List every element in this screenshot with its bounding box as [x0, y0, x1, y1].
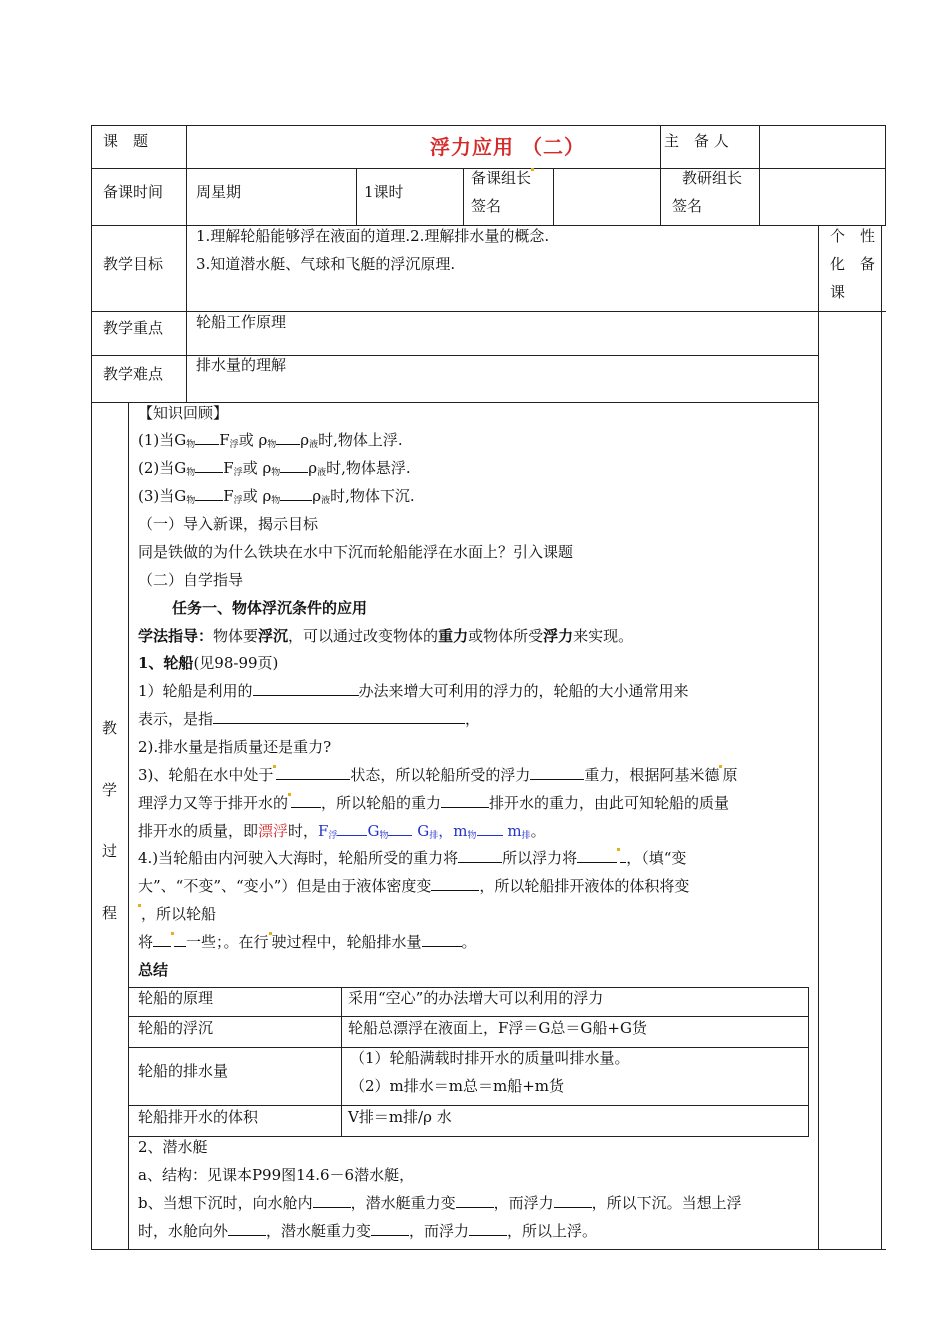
label-ke-ti: 课 题	[103, 132, 149, 150]
zhong-dian: 轮船工作原理	[196, 313, 287, 331]
nan-dian: 排水量的理解	[196, 356, 287, 374]
q3-line-2: 理浮力又等于排开水的 ，所以轮船的重力 排开水的重力，由此可知轮船的质量	[138, 794, 730, 812]
intro-text: 同是铁做的为什么铁块在水中下沉而轮船能浮在水面上？引入课题	[138, 543, 574, 561]
ship-head: 1、轮船(见98-99页)	[138, 654, 279, 672]
label-jiao-yan-zu-zhang: 教研组长	[682, 169, 743, 187]
zhou-xing-qi: 周星期	[196, 183, 242, 201]
q2: 2).排水量是指质量还是重力?	[138, 738, 332, 756]
table-border-right	[885, 125, 886, 225]
q4-line-2: 大”、“不变”、“变小”）但是由于液体密度变 ，所以轮船排开液体的体积将变	[138, 877, 690, 895]
method-line: 学法指导：物体要浮沉，可以通过改变物体的重力或物体所受浮力来实现。	[138, 627, 634, 645]
summary-value: V排＝m排/ρ 水	[348, 1108, 452, 1126]
process-label-1: 教	[102, 719, 118, 737]
gexing-3: 课	[830, 283, 846, 301]
vline	[660, 125, 661, 225]
label-bei-ke-shi-jian: 备课时间	[103, 183, 164, 201]
label-zhu-bei-ren: 主 备 人	[664, 132, 729, 150]
q4-line-1: 4.)当轮船由内河驶入大海时，轮船所受的重力将 所以浮力将 ，（填“变	[138, 849, 687, 867]
summary-value: 轮船总漂浮在液面上，F浮＝G总＝G船+G货	[348, 1019, 647, 1037]
summary-value: 采用“空心”的办法增大可以利用的浮力	[348, 989, 604, 1007]
vline	[356, 168, 357, 225]
sub-head: 2、潜水艇	[138, 1138, 208, 1156]
q3-line-3: 排开水的质量，即漂浮时，$F_浮$ $G_物$ $G_排$，$m_物$ $m_排$。	[138, 822, 546, 841]
label-qian-ming-2: 签名	[672, 197, 703, 215]
summary-hline	[128, 1016, 808, 1017]
summary-value: （2）m排水＝m总＝m船+m货	[350, 1077, 565, 1095]
gexing-2: 化 备	[830, 255, 876, 273]
q3-line-1: 3)、轮船在水中处于 状态，所以轮船所受的浮力 重力，根据阿基米德 原	[138, 766, 738, 784]
self-head: （二）自学指导	[138, 571, 244, 589]
summary-key: 轮船的原理	[138, 989, 214, 1007]
sub-c: 时，水舱向外 ，潜水艇重力变 ，而浮力 ，所以上浮。	[138, 1222, 598, 1240]
label-jiao-xue-nan-dian: 教学难点	[103, 365, 164, 383]
task-1: 任务一、物体浮沉条件的应用	[172, 599, 368, 617]
summary-key: 轮船的浮沉	[138, 1019, 214, 1037]
table-border-top	[91, 125, 886, 126]
vline	[818, 225, 819, 1250]
review-line-2: (2)当$G_物$ $F_浮$或 $\rho_物$ $\rho_液$时,物体悬浮.	[138, 459, 411, 478]
q4-line-3: ，所以轮船	[138, 904, 216, 924]
vline	[186, 125, 187, 402]
intro-head: （一）导入新课，揭示目标	[138, 515, 319, 533]
process-label-3: 过	[102, 842, 118, 860]
process-label-4: 程	[102, 904, 118, 922]
review-title: 【知识回顾】	[138, 404, 229, 422]
vline	[759, 125, 760, 225]
process-label-2: 学	[102, 781, 118, 799]
ke-shi: 1课时	[364, 183, 404, 201]
q1-line-1: 1）轮船是利用的 办法来增大可利用的浮力的，轮船的大小通常用来	[138, 682, 689, 700]
sub-a: a、结构：见课本P99图14.6－6潜水艇，	[138, 1166, 415, 1184]
table-border-left	[91, 125, 92, 1250]
table-border-bottom	[91, 1249, 886, 1250]
page-title: 浮力应用 （二）	[430, 135, 585, 159]
gexing-1: 个 性	[830, 227, 876, 245]
summary-hline	[128, 1105, 808, 1106]
vline	[881, 225, 882, 1250]
vline	[463, 168, 464, 225]
summary-vline	[341, 987, 342, 1136]
review-line-1: (1)当$G_物$ $F_浮$或 $\rho_物$ $\rho_液$时,物体上浮.	[138, 431, 403, 450]
mubiao-line-2: 3.知道潜水艇、气球和飞艇的浮沉原理.	[196, 255, 456, 273]
label-bei-ke-zu-zhang: 备课组长	[471, 168, 534, 188]
review-line-3: (3)当$G_物$ $F_浮$或 $\rho_物$ $\rho_液$时,物体下沉.	[138, 487, 415, 506]
label-qian-ming-1: 签名	[471, 197, 502, 215]
vline	[553, 168, 554, 225]
label-jiao-xue-mu-biao: 教学目标	[103, 255, 164, 273]
q1-line-2: 表示，是指 ，	[138, 710, 481, 728]
summary-key: 轮船排开水的体积	[138, 1108, 259, 1126]
summary-key: 轮船的排水量	[138, 1062, 229, 1080]
summary-value: （1）轮船满载时排开水的质量叫排水量。	[350, 1049, 630, 1067]
q4-line-4: 将 一些；。在行 驶过程中，轮船排水量 。	[138, 933, 477, 951]
label-jiao-xue-zhong-dian: 教学重点	[103, 319, 164, 337]
sub-b: b、当想下沉时，向水舱内 ，潜水艇重力变 ，而浮力 ，所以下沉。当想上浮	[138, 1194, 742, 1212]
summary-head: 总结	[138, 961, 169, 979]
mubiao-line-1: 1.理解轮船能够浮在液面的道理.2.理解排水量的概念.	[196, 227, 550, 245]
